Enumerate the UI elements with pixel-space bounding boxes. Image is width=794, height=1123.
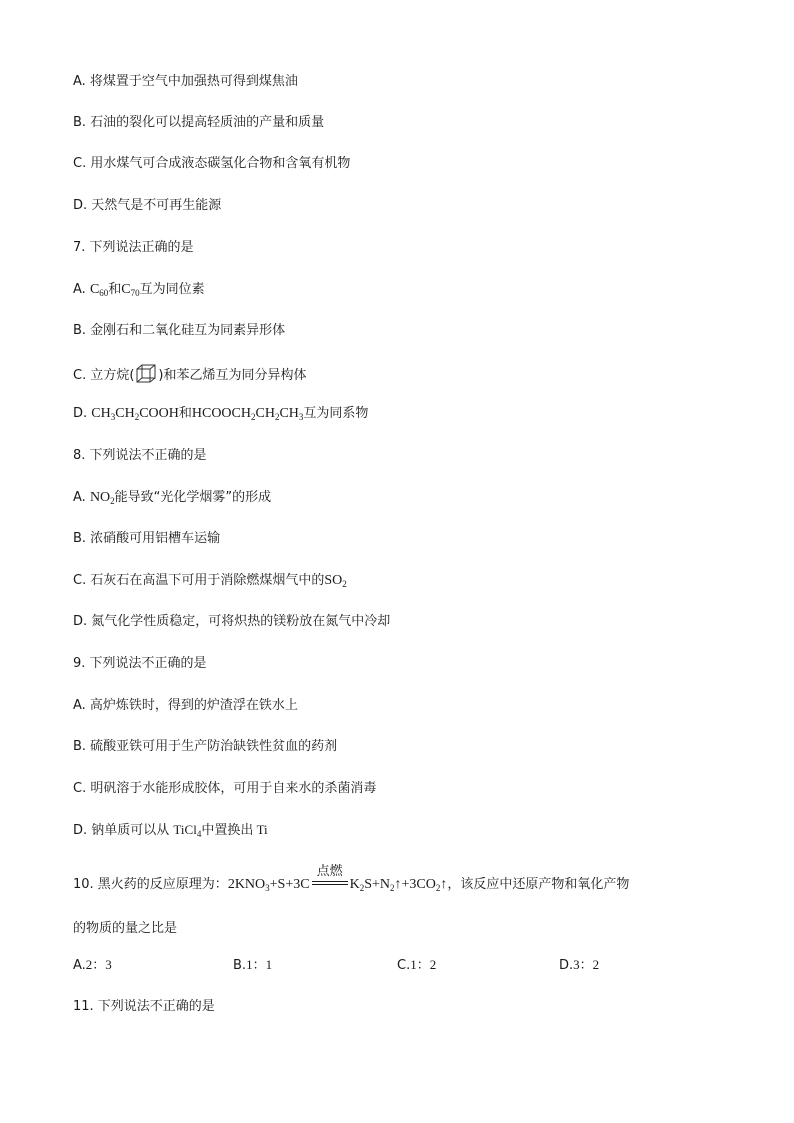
q9-option-a: A. 高炉炼铁时，得到的炉渣浮在铁水上 (73, 698, 298, 713)
q11-stem: 11. 下列说法不正确的是 (73, 999, 215, 1014)
q7-d-formula1: $CH_3CH_2COOH$ (91, 406, 179, 422)
q7-stem: 7. 下列说法正确的是 (73, 240, 194, 255)
q8-option-b: B. 浓硝酸可用铝槽车运输 (73, 531, 221, 546)
q7-d-mid: 和 (178, 406, 192, 421)
q7-option-c (73, 363, 307, 386)
q10-eq-condition: 点燃 (316, 864, 343, 879)
q8-option-a (73, 488, 271, 508)
q7-a-formula1: $C_{60}$ (89, 282, 109, 298)
q8-a-suffix: 能导致“光化学烟雾”的形成 (114, 490, 272, 505)
q7-a-suffix: 互为同位素 (139, 282, 205, 297)
q7-d-prefix: D. (73, 406, 92, 421)
q7-option-d (73, 404, 368, 424)
q10-stem-suffix: ，该反应中还原产物和氧化产物 (447, 877, 630, 892)
q10-stem-prefix: 10. 黑火药的反应原理为： (73, 877, 228, 892)
q9-d-formula: TiCl$_4$ (173, 822, 202, 839)
q8-option-c (73, 571, 347, 591)
q10-stem-line2: 的物质的量之比是 (73, 921, 178, 936)
q8-option-d: D. 氮气化学性质稳定，可将炽热的镁粉放在氮气中冷却 (73, 614, 391, 629)
q6-option-b: B. 石油的裂化可以提高轻质油的产量和质量 (73, 115, 325, 130)
q7-option-b: B. 金刚石和二氧化硅互为同素异形体 (73, 323, 286, 338)
q7-a-formula2: $C_{70}$ (121, 282, 140, 298)
q10-reaction-arrow (310, 864, 350, 892)
q7-d-suffix: 互为同系物 (303, 406, 369, 421)
q7-c-prefix: C. 立方烷( (73, 368, 135, 383)
q8-stem: 8. 下列说法不正确的是 (73, 448, 207, 463)
q7-a-mid: 和 (108, 282, 122, 297)
q8-c-prefix: C. 石灰石在高温下可用于消除燃煤烟气中的 (73, 573, 325, 588)
q7-c-suffix: )和苯乙烯互为同分异构体 (158, 368, 307, 383)
q10-stem-line1 (73, 864, 630, 895)
q10-option-c: C.1：2 (397, 957, 437, 973)
q9-option-c: C. 明矾溶于水能形成胶体，可用于自来水的杀菌消毒 (73, 781, 377, 796)
q9-stem: 9. 下列说法不正确的是 (73, 656, 207, 671)
q9-option-b: B. 硫酸亚铁可用于生产防治缺铁性贫血的药剂 (73, 739, 338, 754)
q7-a-prefix: A. (73, 282, 90, 297)
q10-option-d: D.3：2 (559, 957, 600, 973)
q10-eq-right: $K_2S+N_2↑+3CO_2↑$ (349, 877, 448, 893)
q7-option-a (73, 280, 205, 300)
cubane-structure-icon (135, 363, 157, 385)
q6-option-c: C. 用水煤气可合成液态碳氢化合物和含氧有机物 (73, 156, 351, 171)
q8-a-formula: $NO_2$ (89, 490, 115, 506)
q9-option-d (73, 820, 268, 841)
q6-option-a: A. 将煤置于空气中加强热可得到煤焦油 (73, 74, 298, 89)
q9-d-prefix: D. 钠单质可以从 (73, 823, 174, 838)
q7-d-formula2: $HCOOCH_2CH_2CH_3$ (191, 406, 304, 422)
q10-eq-left: $2KNO_3+S+3C$ (227, 877, 310, 893)
q10-option-b: B.1：1 (233, 957, 273, 973)
q8-c-formula: $SO_2$ (324, 573, 347, 589)
q8-a-prefix: A. (73, 490, 90, 505)
q9-d-formula2: Ti (253, 822, 268, 837)
q6-option-d: D. 天然气是不可再生能源 (73, 198, 222, 213)
q9-d-mid: 中置换出 (201, 823, 254, 838)
q10-option-a: A.2：3 (73, 957, 112, 973)
